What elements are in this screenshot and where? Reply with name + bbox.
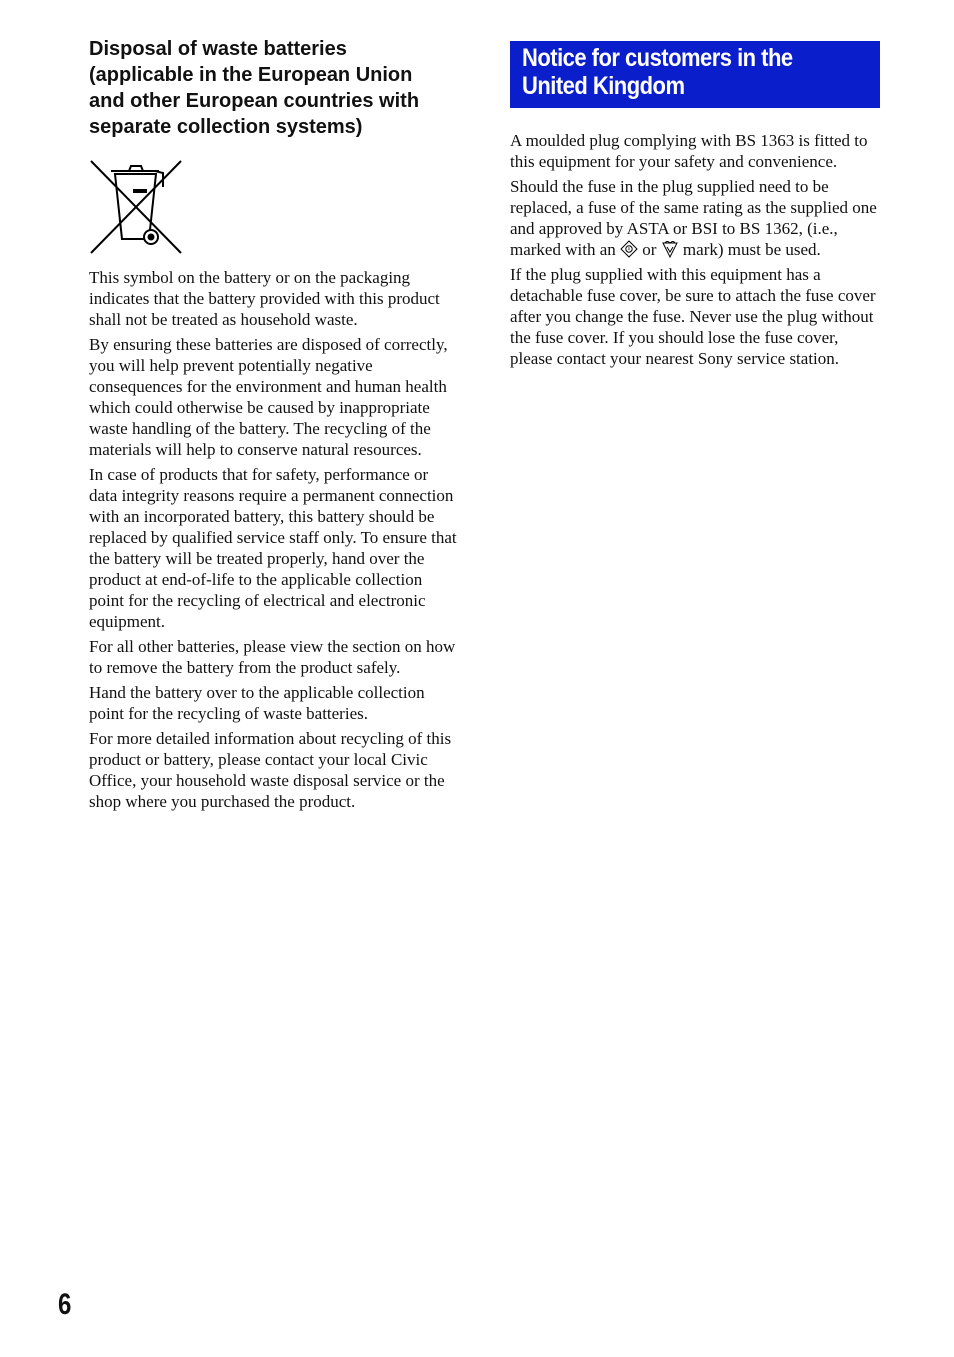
uk-notice-text xyxy=(510,130,880,369)
crossed-out-wheelie-bin-icon xyxy=(89,159,185,257)
page-number: 6 xyxy=(58,1288,72,1321)
bsi-kitemark-icon xyxy=(661,240,679,258)
notice-title-line-1: Notice for customers in the xyxy=(522,44,793,72)
paragraph: In case of products that for safety, performance or data integrity reasons require a permanent connection with an incorporated battery, this battery should be replaced by qualified service staff only. To ensure that the battery will be treated properly, hand over the product at end-of-life to the applicable collection point for the recycling of electrical and electronic equipment. xyxy=(89,465,457,631)
fuse-paragraph xyxy=(510,176,880,260)
paragraph: For all other batteries, please view the section on how to remove the battery from the product safely. xyxy=(89,637,456,677)
paragraph: This symbol on the battery or on the packaging indicates that the battery provided with this product shall not be treated as household waste. xyxy=(89,268,440,329)
heading-line-1: Disposal of waste batteries xyxy=(89,38,347,60)
paragraph: For more detailed information about recycling of this product or battery, please contact your local Civic Office, your household waste disposal service or the shop where you purchased the product. xyxy=(89,729,452,811)
heading-line-4: separate collection systems) xyxy=(89,116,363,138)
paragraph: If the plug supplied with this equipment has a detachable fuse cover, be sure to attach the fuse cover after you change the fuse. Never use the plug without the fuse cover. If you should lose the fuse cover, please contact your nearest Sony service station. xyxy=(510,265,876,368)
notice-title-line-2: United Kingdom xyxy=(522,72,685,100)
battery-disposal-section xyxy=(89,36,457,816)
battery-disposal-heading xyxy=(89,36,457,140)
svg-text:A: A xyxy=(627,246,631,252)
fuse-text-end: mark) must be used. xyxy=(678,240,821,259)
heading-line-3: and other European countries with xyxy=(89,90,420,112)
uk-notice-section xyxy=(510,41,880,373)
notice-title-bar xyxy=(510,41,880,108)
paragraph: By ensuring these batteries are disposed of correctly, you will help prevent potentially negative consequences for the environment and human health which could otherwise be caused by inappropriate waste handling of the battery. The recycling of the materials will help to conserve natural resources. xyxy=(89,335,448,459)
battery-disposal-text xyxy=(89,267,457,812)
notice-title xyxy=(522,44,826,100)
asta-mark-icon xyxy=(620,240,638,258)
fuse-text-or: or xyxy=(638,240,661,259)
paragraph: Hand the battery over to the applicable collection point for the recycling of waste batteries. xyxy=(89,683,425,723)
fuse-text-start: Should the fuse in the plug supplied need to be replaced, a fuse of the same rating as the supplied one and approved by ASTA or BSI to BS 1362, (i.e., marked with an xyxy=(510,177,877,259)
heading-line-2: (applicable in the European Union xyxy=(89,64,413,86)
paragraph: A moulded plug complying with BS 1363 is fitted to this equipment for your safety and convenience. xyxy=(510,131,868,171)
